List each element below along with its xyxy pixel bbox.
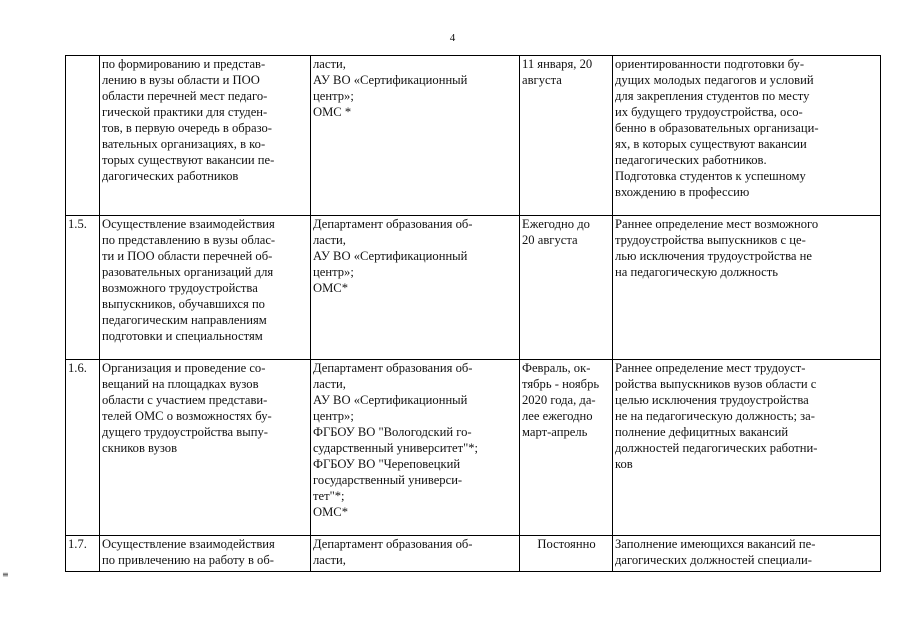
row-number-cell: 1.7. <box>66 536 100 572</box>
responsible-cell: ласти, АУ ВО «Сертификационный центр»; ОМС * <box>311 56 520 216</box>
row-number-cell <box>66 56 100 216</box>
action-cell: Осуществление взаимодействия по представлению в вузы облас- ти и ПОО области перечней об- разовательных организаций для возможного трудоустройства выпускников, обучавшихся по педагогическим направлениям подготовки и специальностям <box>100 216 311 360</box>
binding-marks: ≡ <box>2 570 9 579</box>
action-cell: по формированию и представ- лению в вузы области и ПОО области перечней мест педаго- гической практики для студен- тов, в первую очередь в образо- вательных организациях, в ко- торых существуют вакансии пе- дагогических работников <box>100 56 311 216</box>
table-row <box>66 360 881 536</box>
deadline-cell: Ежегодно до 20 августа <box>520 216 613 360</box>
table-row <box>66 216 881 360</box>
responsible-cell: Департамент образования об- ласти, <box>311 536 520 572</box>
page-number: 4 <box>449 32 456 44</box>
table-row <box>66 536 881 572</box>
deadline-cell: Февраль, ок- тябрь - ноябрь 2020 года, да- лее ежегодно март-апрель <box>520 360 613 536</box>
row-number-cell: 1.5. <box>66 216 100 360</box>
deadline-cell: Постоянно <box>520 536 613 572</box>
result-cell: ориентированности подготовки бу- дущих молодых педагогов и условий для закрепления студентов по месту их будущего трудоустройства, осо- бенно в образовательных организаци- ях, в которых существуют вакансии педагогических работников. Подготовка студентов к успешному вхождению в профессию <box>613 56 881 216</box>
action-cell: Организация и проведение со- вещаний на площадках вузов области с участием представи- телей ОМС о возможностях бу- дущего трудоустройства выпу- скников вузов <box>100 360 311 536</box>
table-row <box>66 56 881 216</box>
result-cell: Заполнение имеющихся вакансий пе- дагогических должностей специали- <box>613 536 881 572</box>
row-number-cell: 1.6. <box>66 360 100 536</box>
responsible-cell: Департамент образования об- ласти, АУ ВО «Сертификационный центр»; ФГБОУ ВО "Вологодский го- сударственный университет"*; ФГБОУ ВО "Череповецкий государственный универси- тет"*; ОМС* <box>311 360 520 536</box>
action-cell: Осуществление взаимодействия по привлечению на работу в об- <box>100 536 311 572</box>
deadline-cell: 11 января, 20 августа <box>520 56 613 216</box>
responsible-cell: Департамент образования об- ласти, АУ ВО «Сертификационный центр»; ОМС* <box>311 216 520 360</box>
result-cell: Раннее определение мест трудоуст- ройства выпускников вузов области с целью исключения трудоустройства не на педагогическую должность; за- полнение дефицитных вакансий должностей педагогических работни- ков <box>613 360 881 536</box>
result-cell: Раннее определение мест возможного трудоустройства выпускников с це- лью исключения трудоустройства не на педагогическую должность <box>613 216 881 360</box>
plan-table <box>65 55 881 572</box>
